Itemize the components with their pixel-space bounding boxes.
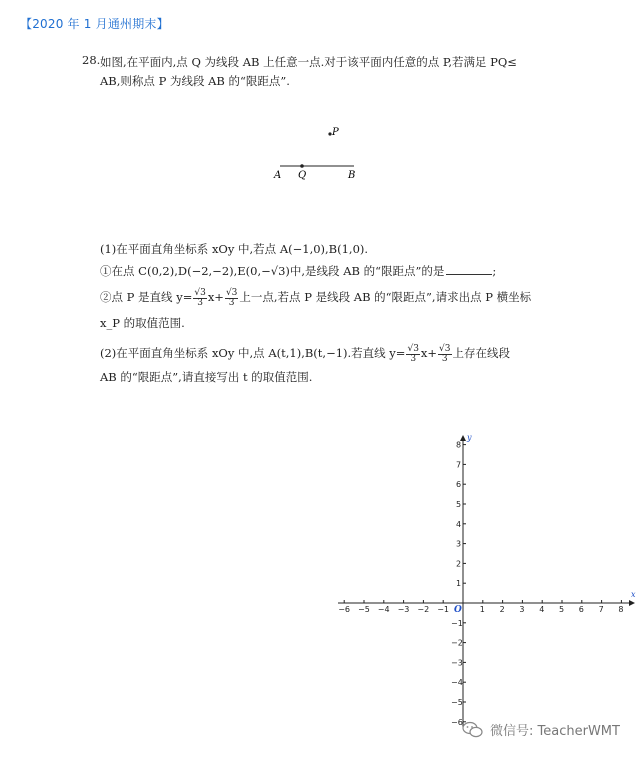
segment-figure (260, 118, 380, 188)
y-tick-label: 8 (456, 440, 462, 450)
label-q: Q (298, 170, 307, 181)
frac2-num: √3 (225, 287, 238, 298)
part2-frac2-den: 3 (441, 353, 448, 364)
part1-intro: (1)在平面直角坐标系 xOy 中,若点 A(−1,0),B(1,0). (100, 242, 369, 256)
x-tick-label: 1 (479, 605, 485, 614)
frac-num: √3 (194, 287, 206, 298)
part2-pre: (2)在平面直角坐标系 xOy 中,点 A(t,1),B(t,−1).若直线 y= (100, 346, 406, 360)
q2-mid: x+ (207, 290, 224, 304)
part2-mid: x+ (420, 346, 438, 360)
x-tick-label: −3 (397, 605, 410, 614)
part2-line2: AB 的“限距点”,请直接写出 t 的取值范围. (100, 370, 313, 384)
part2-text (100, 344, 510, 364)
point-q (300, 164, 304, 168)
x-tick-label: 3 (519, 605, 525, 614)
y-tick-label: −3 (451, 658, 463, 668)
y-tick-label: −5 (451, 698, 463, 707)
q2-post: 上一点,若点 P 是线段 AB 的“限距点”,请求出点 P 横坐标 (239, 290, 532, 304)
y-tick-label: 7 (456, 460, 462, 470)
x-tick-label: 7 (598, 605, 604, 614)
y-tick-label: 1 (456, 579, 462, 589)
x-tick-label: 8 (618, 605, 624, 614)
fraction-sqrt3-over-3-b (225, 289, 238, 308)
y-tick-label: 6 (456, 480, 462, 490)
part2-frac-num: √3 (407, 343, 419, 354)
label-p: P (332, 127, 339, 138)
label-a: A (274, 170, 282, 181)
part1-question2 (100, 288, 531, 308)
frac2-den: 3 (228, 297, 235, 308)
problem-text-line2: AB,则称点 P 为线段 AB 的“限距点”. (100, 74, 290, 88)
part1-question2-line2: x_P 的取值范围. (100, 316, 185, 330)
y-tick-label: 5 (456, 500, 462, 509)
part2-fraction-a (406, 345, 419, 364)
origin-label: O (454, 605, 462, 615)
x-tick-label: −2 (417, 605, 430, 614)
x-axis-label: x (631, 590, 636, 599)
coordinate-axes (330, 430, 640, 730)
part2-frac-den: 3 (410, 353, 417, 364)
watermark (462, 720, 620, 739)
y-tick-label: −4 (451, 678, 463, 688)
x-tick-label: −5 (358, 605, 370, 614)
part1-question1-text: ①在点 C(0,2),D(−2,−2),E(0,−√3)中,是线段 AB 的“限距点”的是 (100, 264, 445, 278)
part1-question1 (100, 262, 496, 280)
x-tick-label: −4 (377, 605, 390, 614)
y-tick-label: −2 (451, 638, 463, 648)
watermark-text: 微信号: TeacherWMT (490, 724, 620, 739)
frac-den: 3 (197, 297, 203, 308)
problem-number: 28. (82, 53, 101, 67)
y-tick-label: 4 (456, 519, 462, 529)
part2-post: 上存在线段 (452, 346, 511, 360)
x-tick-label: 6 (578, 605, 584, 614)
part1-question1-end: ; (492, 264, 497, 278)
y-tick-label: 3 (456, 539, 462, 549)
x-tick-label: 5 (559, 605, 565, 614)
part2-frac2-num: √3 (439, 343, 451, 354)
y-tick-label: −6 (451, 717, 463, 727)
x-tick-label: −6 (338, 605, 350, 614)
part2-fraction-b (438, 345, 451, 364)
answer-blank[interactable] (446, 264, 492, 275)
exam-source-tag: 【2020 年 1 月通州期末】 (20, 17, 169, 31)
x-tick-label: −1 (437, 605, 449, 614)
problem-text-line1: 如图,在平面内,点 Q 为线段 AB 上任意一点.对于该平面内任意的点 P,若满足 PQ≤ (100, 55, 517, 69)
y-tick-label: −1 (451, 618, 463, 628)
x-tick-label: 2 (499, 605, 505, 614)
q2-pre: ②点 P 是直线 y= (100, 290, 193, 304)
x-tick-label: 4 (539, 605, 545, 614)
y-axis-label: y (467, 433, 472, 442)
fraction-sqrt3-over-3 (193, 289, 206, 308)
y-tick-label: 2 (456, 559, 462, 569)
wechat-icon (462, 721, 484, 739)
label-b: B (348, 170, 356, 181)
